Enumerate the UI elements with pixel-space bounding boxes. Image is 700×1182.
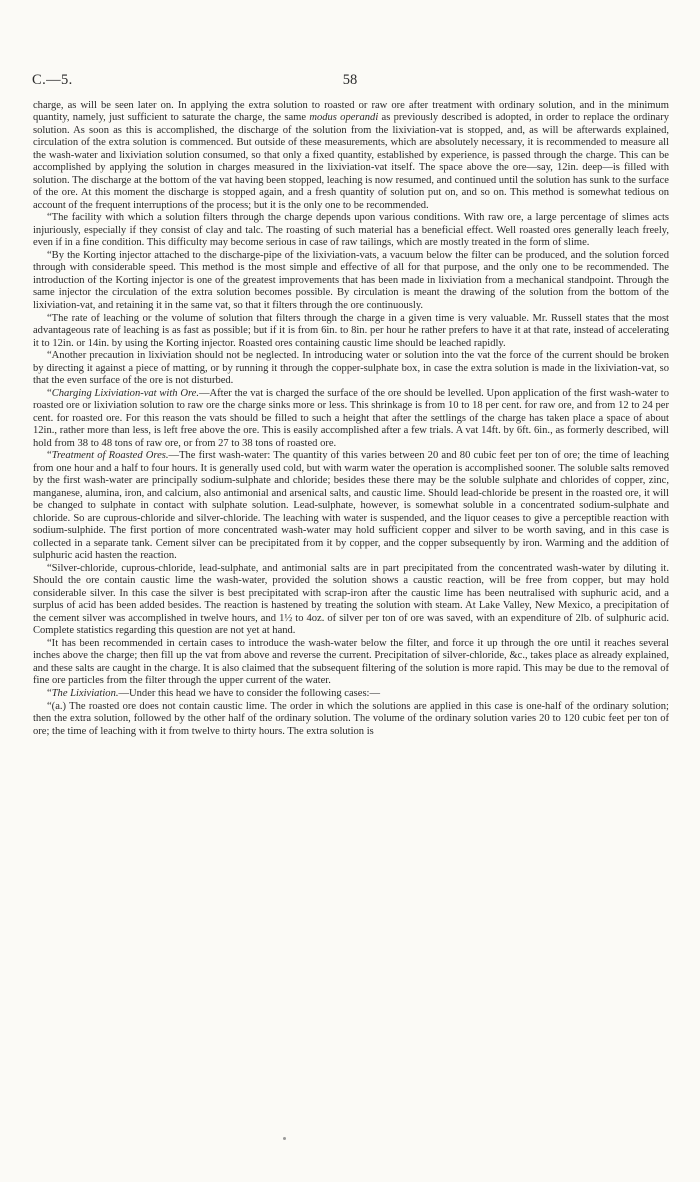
italic-text-run: modus operandi (309, 112, 379, 124)
page-number: 58 (342, 72, 358, 88)
paragraph (33, 100, 669, 212)
body-text (33, 100, 669, 738)
text-run: “By the Korting injector attached to the discharge-pipe of the lixiviation-vats, a vacuum below the filter can be produced, and the solution forced through with considerable speed. This method is the most simple and effective of all for that purpose, and the only one to be recommended. The introduction of the Korting injector is one of the greatest improvements that has been made in lixiviation from a mechanical standpoint. Through the same injector the circulation of the extra solution becomes possible. By circulation is meant the drawing of the solution from the bottom of the lixiviation-vat, and retaining it in the same vat, so that it filters through the ore continuously. (33, 250, 669, 311)
text-run: “ (47, 687, 52, 699)
italic-text-run: Treatment of Roasted Ores. (51, 450, 169, 462)
text-run: as previously described is adopted, in order to replace the ordinary solution. As soon as this is accomplished, the discharge of the solution from the lixiviation-vat is stopped, and, as will be afterwards explained, circulation of the extra solution is commenced. But outside of these measurements, which are absolutely necessary, it is recommended to measure all the wash-water and lixiviation solution consumed, so that only a fixed quantity, established by experience, is passed through the charge. This can be accomplished by applying the solution in charges measured in the lixiviation-vat itself. The space above the ore—say, 12in. deep—is filled with solution. The discharge at the bottom of the vat having been stopped, leaching is now resumed, and continued until the solution has sunk to the surface of the ore. At this moment the discharge is stopped again, and a fresh quantity of solution put on, and so on. This method is somewhat tedious on account of the frequent interruptions of the process; but it is the only one to be recommended. (33, 112, 669, 211)
text-run: “(a.) The roasted ore does not contain caustic lime. The order in which the solutions are applied in this case is one-half of the ordinary solution; then the extra solution, followed by the other half of the ordinary solution. The volume of the ordinary solution varies 20 to 120 cubic feet per ton of ore; the time of leaching with it from twelve to thirty hours. The extra solution is (33, 700, 669, 737)
paragraph (33, 563, 669, 638)
paper-speck (283, 1137, 286, 1140)
italic-text-run: The Lixiviation. (51, 687, 119, 699)
paragraph (33, 212, 669, 249)
text-run: “It has been recommended in certain cases to introduce the wash-water below the filter, and force it up through the ore until it reaches several inches above the charge; then fill up the vat from above and reverse the current. Precipitation of silver-chloride, &c., takes place as already explained, and these salts are caught in the charge. It is also claimed that the subsequent filtering of the solution is more rapid. This may be due to the removal of fine ore particles from the filter through the upper current of the water. (33, 637, 669, 687)
text-run: “Silver-chloride, cuprous-chloride, lead-sulphate, and antimonial salts are in part precipitated from the concentrated wash-water by diluting it. Should the ore contain caustic lime the wash-water, provided the solution shows a caustic reaction, will be free from copper, but may hold considerable silver. In this case the silver is best precipitated with scrap-iron after the caustic lime has been neutralised with suphuric acid, and a surplus of acid has been added besides. The reaction is hastened by treating the solution with steam. At Lake Valley, New Mexico, a precipitation of the cement silver was accomplished in twelve hours, and 1½ to 4oz. of silver per ton of ore was saved, with an expenditure of 2lb. of sulphuric acid. Complete statistics regarding this question are not yet at hand. (33, 562, 669, 637)
text-run: “ (47, 450, 52, 462)
paragraph (33, 388, 669, 450)
document-reference: C.—5. (32, 72, 73, 88)
paragraph (33, 350, 669, 387)
text-run: “The rate of leaching or the volume of solution that filters through the charge in a given time is very valuable. Mr. Russell states that the most advantageous rate of leaching is as fast as possible; but if it is from 6in. to 8in. per hour he rather prefers to have it at that rate, instead of accelerating it to 12in. or 14in. by using the Korting injector. Roasted ores containing caustic lime should be leached rapidly. (33, 312, 669, 349)
paragraph (33, 313, 669, 350)
text-run: —After the vat is charged the surface of the ore should be levelled. Upon application of the first wash-water to roasted ore or lixiviation solution to raw ore the charge sinks more or less. This shrinkage is from 10 to 18 per cent. for raw ore, and from 12 to 24 per cent. for roasted ore. For this reason the vats should be filled to such a height that after the settlings of the charge has taken place a space of about 12in., rather more than less, is left free above the ore. This is easily accomplished after a few trials. A vat 14ft. by 6ft. 6in., as formerly described, will hold from 38 to 48 tons of raw ore, or from 27 to 38 tons of roasted ore. (33, 387, 669, 449)
text-run: —The first wash-water: The quantity of this varies between 20 and 80 cubic feet per ton of ore; the time of leaching from one hour and a half to four hours. It is generally used cold, but with warm water the operation is accomplished sooner. The soluble salts removed by the first wash-water are principally sodium-sulphate and chloride; besides these there may be the soluble sulphate and chlorides of copper, zinc, manganese, alumina, iron, and calcium, also antimonial and arsenical salts, and caustic lime. Should lead-chloride be present in the roasted ore, it will be changed to sulphate in contact with sulphate solution. Lead-sulphate, however, is somewhat soluble in a concentrated sodium-sulphate and chloride. So are cuprous-chloride and silver-chloride. The leaching with water is suspended, and the liquor ceases to give a perceptible reaction with sodium-sulphide. The first portion of more concentrated wash-water may hold sufficient copper and silver to be worth saving, and in this case is collected in a separate tank. Cement silver can be precipitated from it by copper, and the copper subsequently by iron. Warming and the addition of sulphuric acid hasten the reaction. (33, 450, 669, 562)
page-header (32, 72, 668, 92)
text-run: —Under this head we have to consider the following cases:— (118, 687, 381, 699)
paragraph (33, 450, 669, 562)
paragraph (33, 688, 669, 700)
paragraph (33, 638, 669, 688)
text-run: “The facility with which a solution filters through the charge depends upon various conditions. With raw ore, a large percentage of slimes acts injuriously, especially if they consist of clay and talc. The roasting of such material has a beneficial effect. Well roasted ores generally leach freely, even if in a fine condition. This difficulty may become serious in case of raw tailings, which are mostly treated in the form of slime. (33, 212, 669, 249)
text-run: charge, as will be seen later on. In applying the extra solution to roasted or raw ore after treatment with ordinary solution, and in the minimum quantity, namely, just sufficient to saturate the charge, the same (33, 100, 669, 124)
text-run: “Another precaution in lixiviation should not be neglected. In introducing water or solution into the vat the force of the current should be broken by directing it against a piece of matting, or by running it through the copper-sulphate box, in case the extra solution is made in the lixiviation-vat, so that the even surface of the ore is not disturbed. (33, 350, 669, 387)
italic-text-run: Charging Lixiviation-vat with Ore. (51, 387, 199, 399)
text-run: “ (47, 387, 52, 399)
paragraph (33, 701, 669, 738)
paragraph (33, 250, 669, 312)
